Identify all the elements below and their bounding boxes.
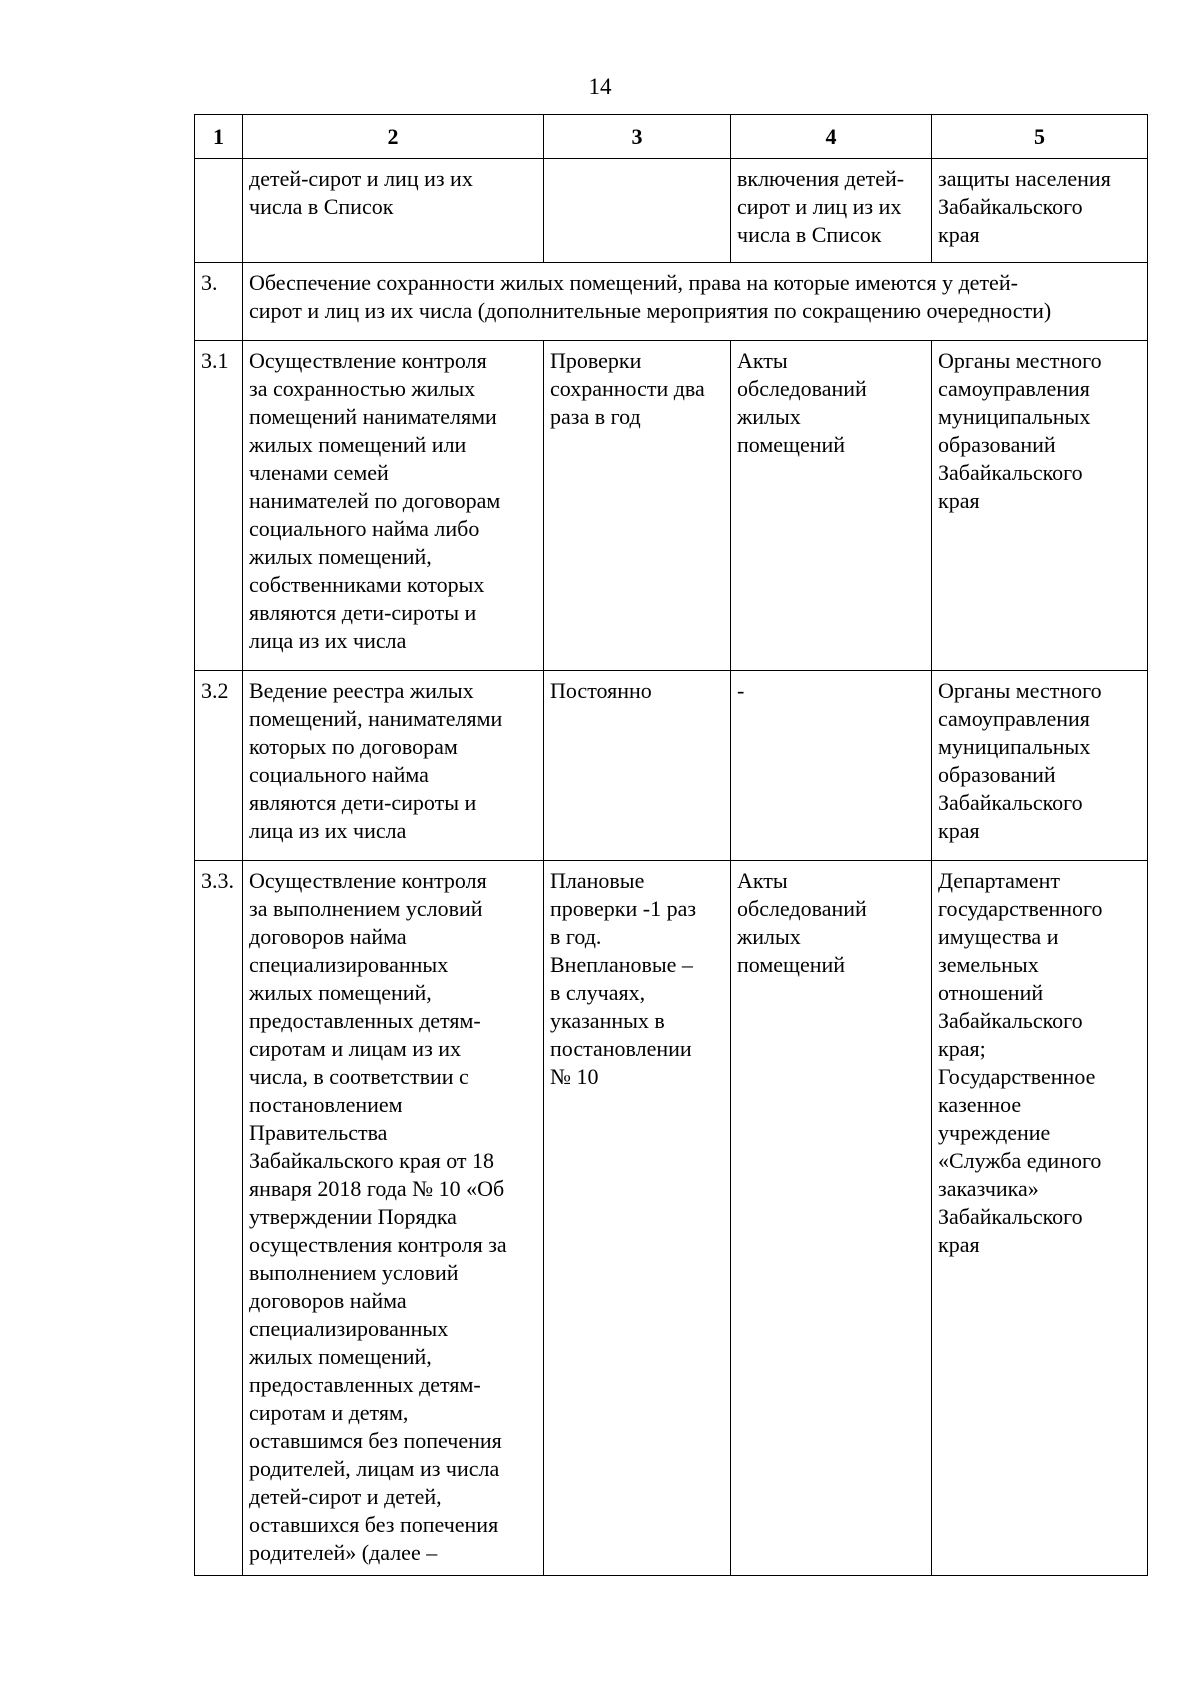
- row-number: 3.3.: [195, 861, 243, 1576]
- measures-table: [194, 114, 1148, 1576]
- activity-cell: Ведение реестра жилых помещений, нанимателями которых по договорам социального найма являются дети-сироты и лица из их числа: [243, 671, 544, 861]
- result-cell: -: [731, 671, 932, 861]
- column-header-4: 4: [731, 115, 932, 159]
- activity-cell: Осуществление контроля за выполнением условий договоров найма специализированных жилых помещений, предоставленных детям- сиротам и лицам из их числа, в соответствии с постановлением Правительства Забайкальского края от 18 января 2018 года № 10 «Об утверждении Порядка осуществления контроля за выполнением условий договоров найма специализированных жилых помещений, предоставленных детям- сиротам и детям, оставшимся без попечения родителей, лицам из числа детей-сирот и детей, оставшихся без попечения родителей» (далее –: [243, 861, 544, 1576]
- section-number: 3.: [195, 263, 243, 341]
- continuation-term-cell: [544, 159, 731, 263]
- continuation-result-cell: включения детей- сирот и лиц из их числа в Список: [731, 159, 932, 263]
- column-header-1: 1: [195, 115, 243, 159]
- responsible-cell: Департамент государственного имущества и земельных отношений Забайкальского края; Государственное казенное учреждение «Служба единого заказчика» Забайкальского края: [932, 861, 1148, 1576]
- term-cell: Проверки сохранности два раза в год: [544, 341, 731, 671]
- column-header-5: 5: [932, 115, 1148, 159]
- responsible-cell: Органы местного самоуправления муниципальных образований Забайкальского края: [932, 671, 1148, 861]
- section-row: [195, 263, 1148, 341]
- table-row: [195, 341, 1148, 671]
- activity-cell: Осуществление контроля за сохранностью жилых помещений нанимателями жилых помещений или членами семей нанимателей по договорам социального найма либо жилых помещений, собственниками которых являются дети-сироты и лица из их числа: [243, 341, 544, 671]
- term-cell: Плановые проверки -1 раз в год. Внеплановые – в случаях, указанных в постановлении № 10: [544, 861, 731, 1576]
- table-row: [195, 861, 1148, 1576]
- column-header-2: 2: [243, 115, 544, 159]
- column-header-3: 3: [544, 115, 731, 159]
- continuation-activity-cell: детей-сирот и лиц из их числа в Список: [243, 159, 544, 263]
- continuation-num-cell: [195, 159, 243, 263]
- row-number: 3.1: [195, 341, 243, 671]
- table-row-continuation: [195, 159, 1148, 263]
- table-header-row: [195, 115, 1148, 159]
- result-cell: Акты обследований жилых помещений: [731, 341, 932, 671]
- term-cell: Постоянно: [544, 671, 731, 861]
- page-number: 14: [588, 74, 612, 99]
- section-title: Обеспечение сохранности жилых помещений, права на которые имеются у детей- сирот и лиц из их числа (дополнительные мероприятия по сокращению очередности): [243, 263, 1148, 341]
- result-cell: Акты обследований жилых помещений: [731, 861, 932, 1576]
- responsible-cell: Органы местного самоуправления муниципальных образований Забайкальского края: [932, 341, 1148, 671]
- row-number: 3.2: [195, 671, 243, 861]
- table-row: [195, 671, 1148, 861]
- continuation-responsible-cell: защиты населения Забайкальского края: [932, 159, 1148, 263]
